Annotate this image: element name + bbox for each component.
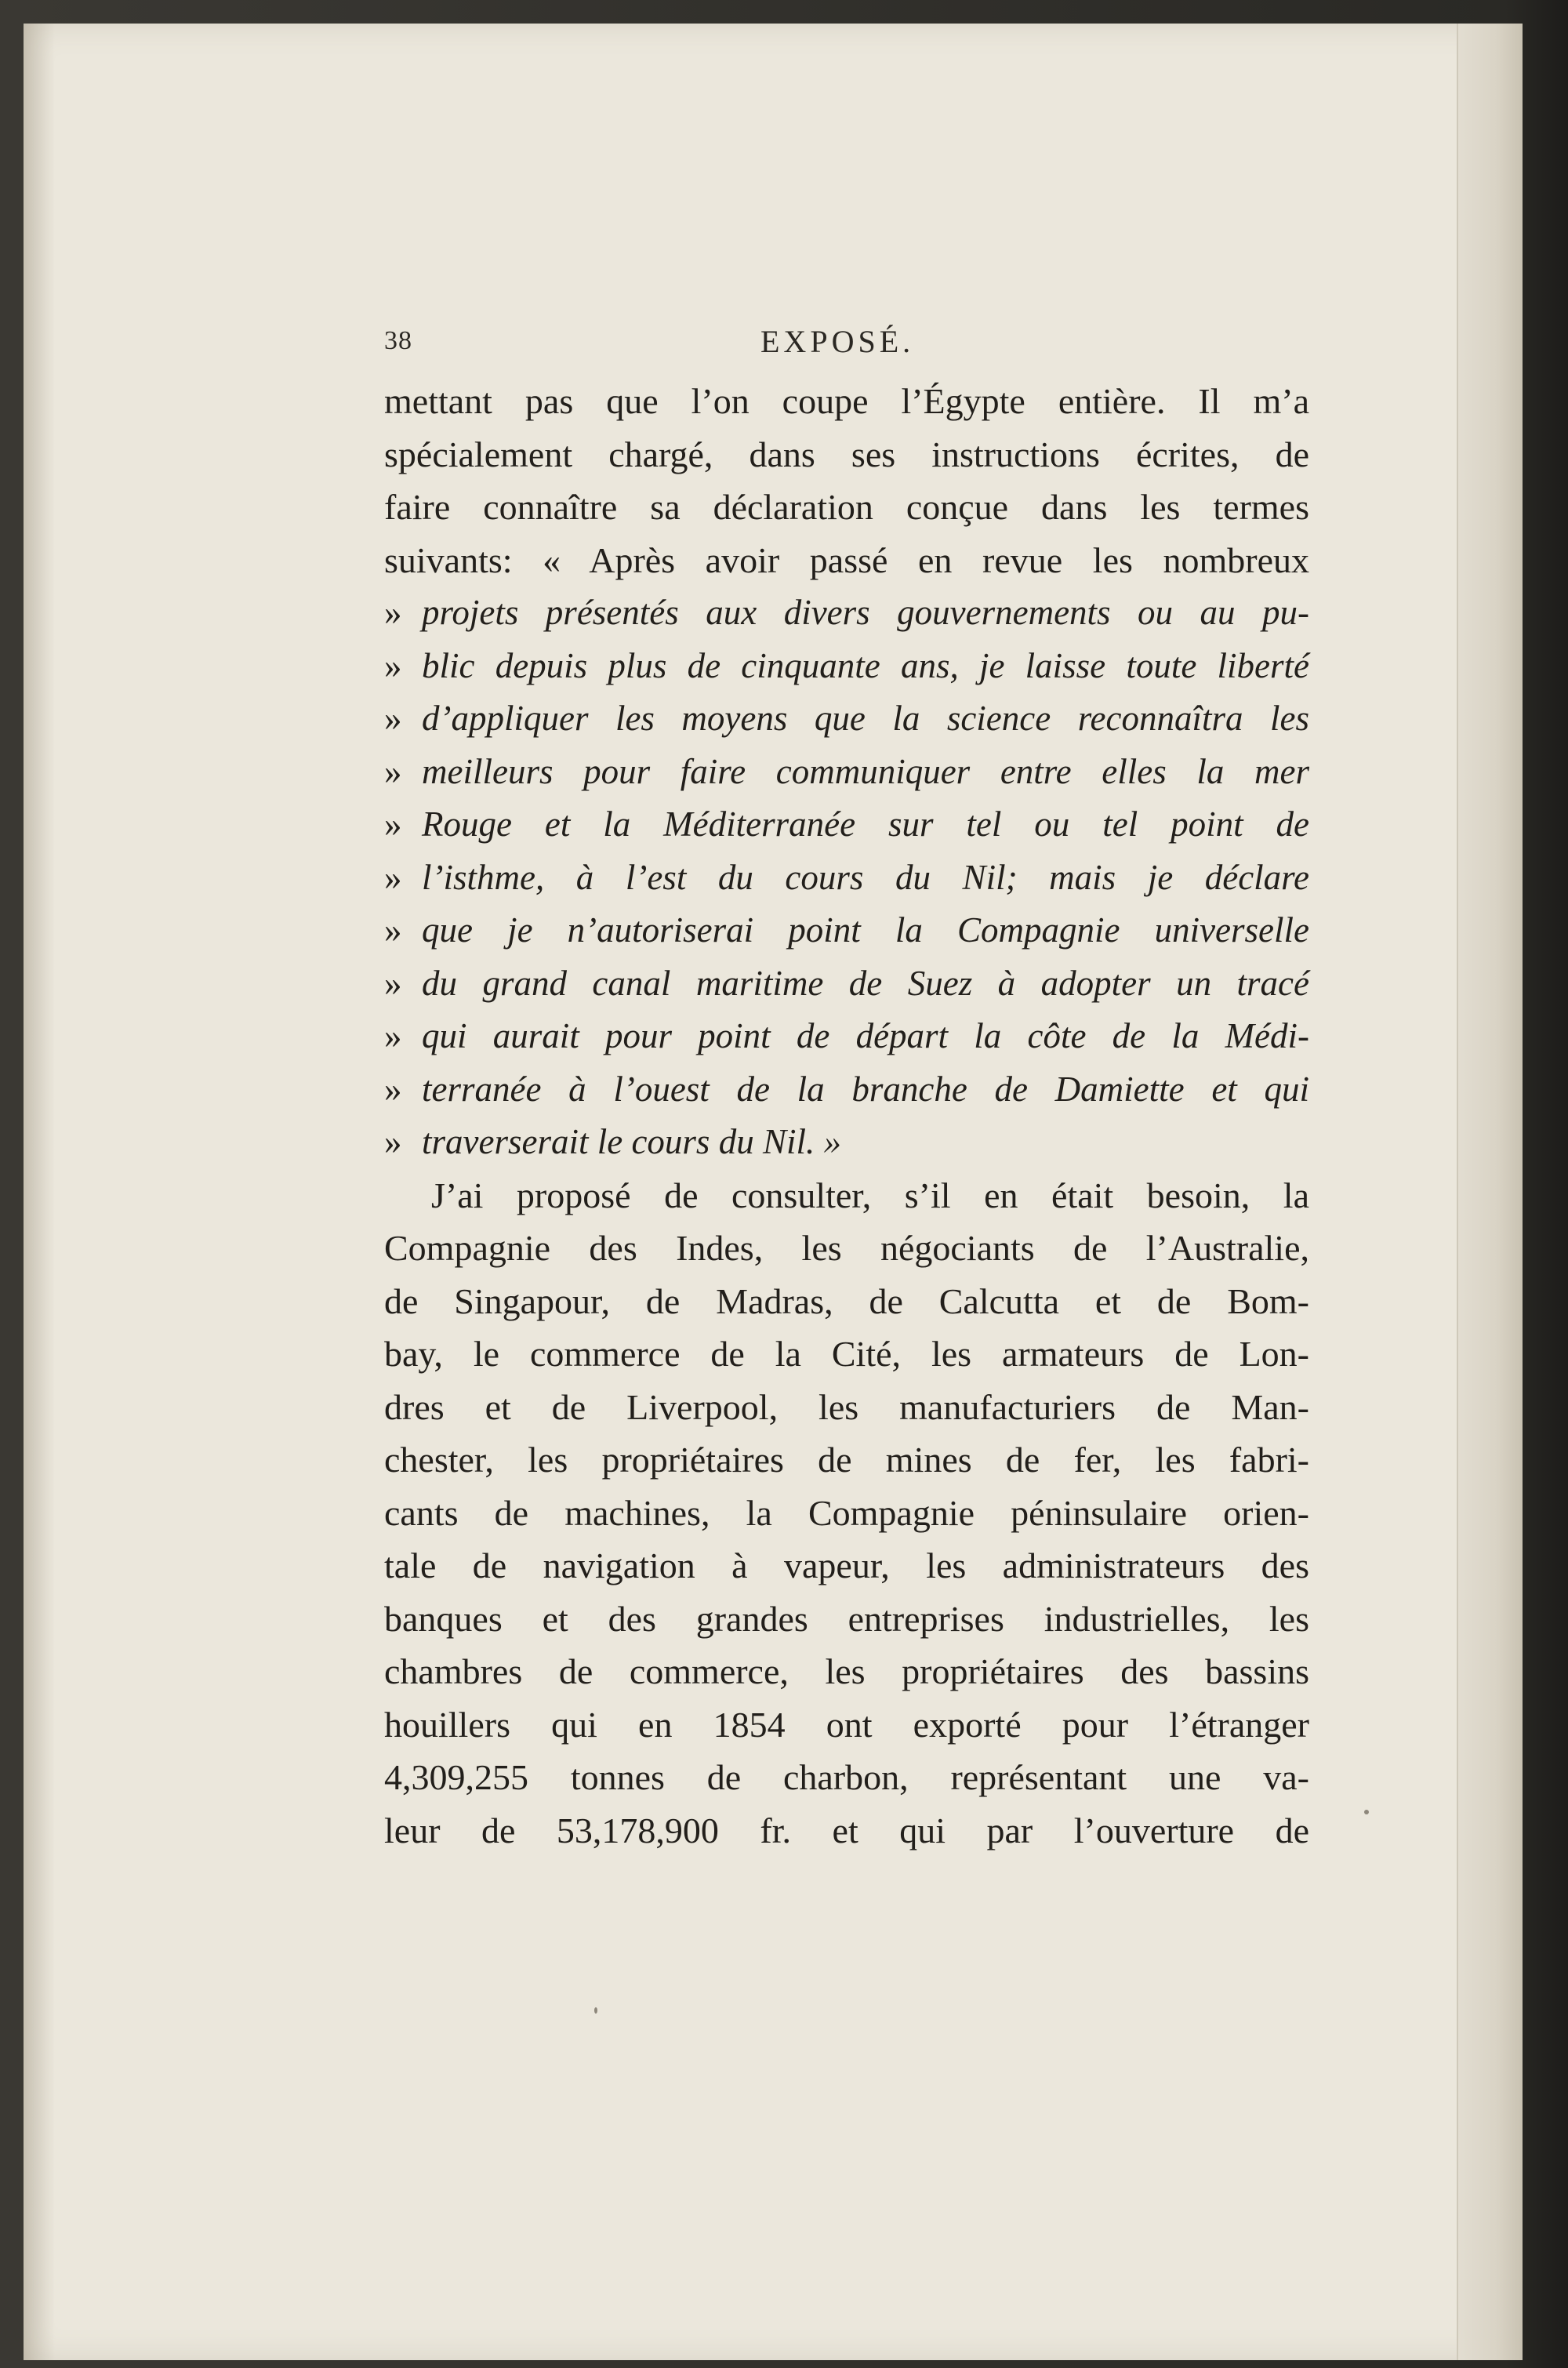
quoted-line: » blic depuis plus de cinquante ans, je laisse toute liberté [384, 640, 1309, 693]
text-line: bay, le commerce de la Cité, les armateurs de Lon- [384, 1334, 1309, 1374]
page-number: 38 [384, 326, 412, 355]
quoted-line: » traverserait le cours du Nil. » [384, 1116, 1309, 1169]
text-line: suivants: « Après avoir passé en revue les nombreux [384, 539, 1309, 580]
paper-speck [594, 2007, 597, 2014]
quoted-line: » d’appliquer les moyens que la science reconnaîtra les [384, 692, 1309, 746]
quoted-line: » meilleurs pour faire communiquer entre elles la mer [384, 746, 1309, 799]
text-line: banques et des grandes entreprises industrielles, les [384, 1598, 1309, 1639]
page-gutter-shadow [24, 24, 55, 2360]
text-line: chester, les propriétaires de mines de fer, les fabri- [384, 1440, 1309, 1480]
running-head: EXPOSÉ. [760, 324, 915, 359]
text-line: houillers qui en 1854 ont exporté pour l’étranger [384, 1704, 1309, 1745]
text-line: chambres de commerce, les propriétaires des bassins [384, 1651, 1309, 1691]
quoted-line: » l’isthme, à l’est du cours du Nil; mais je déclare [384, 852, 1309, 905]
guillemet: » [384, 963, 402, 1003]
quoted-line: » du grand canal maritime de Suez à adopter un tracé [384, 957, 1309, 1011]
paper-speck [1364, 1810, 1369, 1814]
quoted-line: » terranée à l’ouest de la branche de Damiette et qui [384, 1063, 1309, 1117]
text-line: Compagnie des Indes, les négociants de l’Australie, [384, 1228, 1309, 1268]
page-edge-stack [1457, 24, 1523, 2360]
guillemet: » [384, 593, 402, 632]
text-line: tale de navigation à vapeur, les administrateurs des [384, 1545, 1309, 1585]
page-header [384, 323, 1309, 370]
text-line: J’ai proposé de consulter, s’il en était besoin, la [431, 1175, 1309, 1215]
text-line: faire connaître sa déclaration conçue dans les termes [384, 487, 1309, 527]
quoted-line: » Rouge et la Méditerranée sur tel ou tel point de [384, 798, 1309, 852]
guillemet: » [384, 1122, 402, 1161]
guillemet: » [384, 699, 402, 738]
guillemet: » [384, 1069, 402, 1109]
guillemet: » [384, 1016, 402, 1055]
quoted-line: » que je n’autoriserai point la Compagnie universelle [384, 904, 1309, 957]
guillemet: » [384, 751, 402, 791]
guillemet: » [384, 857, 402, 897]
text-line: de Singapour, de Madras, de Calcutta et de Bom- [384, 1280, 1309, 1321]
text-line: mettant pas que l’on coupe l’Égypte entière. Il m’a [384, 381, 1309, 421]
guillemet: » [384, 645, 402, 685]
body-text [384, 375, 1309, 1857]
text-line: 4,309,255 tonnes de charbon, représentant une va- [384, 1757, 1309, 1797]
text-line: leur de 53,178,900 fr. et qui par l’ouverture de [384, 1810, 1309, 1850]
quoted-line: » projets présentés aux divers gouvernements ou au pu- [384, 587, 1309, 640]
text-line: dres et de Liverpool, les manufacturiers de Man- [384, 1386, 1309, 1427]
text-line: spécialement chargé, dans ses instructions écrites, de [384, 434, 1309, 474]
text-line: cants de machines, la Compagnie péninsulaire orien- [384, 1492, 1309, 1533]
quoted-line: » qui aurait pour point de départ la côte de la Médi- [384, 1010, 1309, 1063]
guillemet: » [384, 804, 402, 844]
guillemet: » [384, 910, 402, 950]
